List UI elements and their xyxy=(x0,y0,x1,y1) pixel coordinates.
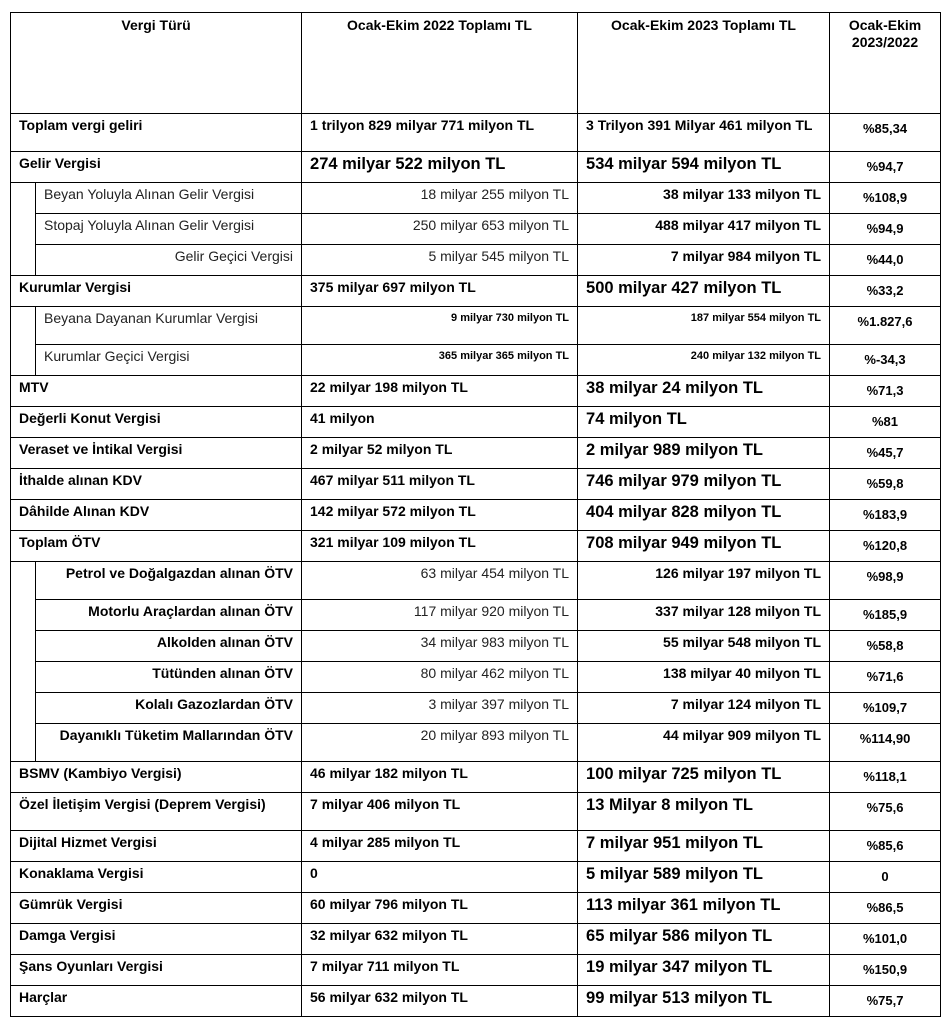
table-row xyxy=(11,693,941,724)
value-2023-cell: 126 milyar 197 milyon TL xyxy=(578,562,830,600)
value-2022-cell: 0 xyxy=(302,862,578,893)
table-row xyxy=(11,562,941,600)
value-2022-cell: 365 milyar 365 milyon TL xyxy=(302,345,578,376)
indent-cell xyxy=(11,307,36,376)
change-percent-cell: %114,90 xyxy=(830,724,941,762)
value-2023-cell: 100 milyar 725 milyon TL xyxy=(578,762,830,793)
value-2023-cell: 187 milyar 554 milyon TL xyxy=(578,307,830,345)
value-2022-cell: 5 milyar 545 milyon TL xyxy=(302,245,578,276)
value-2023-cell: 74 milyon TL xyxy=(578,407,830,438)
table-row xyxy=(11,214,941,245)
tax-type-cell: Özel İletişim Vergisi (Deprem Vergisi) xyxy=(11,793,302,831)
change-percent-cell: %120,8 xyxy=(830,531,941,562)
value-2022-cell: 4 milyar 285 milyon TL xyxy=(302,831,578,862)
table-row xyxy=(11,407,941,438)
table-row xyxy=(11,276,941,307)
value-2023-cell: 488 milyar 417 milyon TL xyxy=(578,214,830,245)
value-2023-cell: 500 milyar 427 milyon TL xyxy=(578,276,830,307)
value-2022-cell: 63 milyar 454 milyon TL xyxy=(302,562,578,600)
tax-revenue-table xyxy=(10,12,941,1017)
value-2023-cell: 113 milyar 361 milyon TL xyxy=(578,893,830,924)
value-2023-cell: 2 milyar 989 milyon TL xyxy=(578,438,830,469)
value-2023-cell: 708 milyar 949 milyon TL xyxy=(578,531,830,562)
tax-type-cell: Kurumlar Geçici Vergisi xyxy=(36,345,302,376)
tax-type-cell: Gelir Geçici Vergisi xyxy=(36,245,302,276)
value-2023-cell: 99 milyar 513 milyon TL xyxy=(578,986,830,1017)
tax-type-cell: Harçlar xyxy=(11,986,302,1017)
tax-type-cell: Motorlu Araçlardan alınan ÖTV xyxy=(36,600,302,631)
change-percent-cell: %44,0 xyxy=(830,245,941,276)
table-row xyxy=(11,345,941,376)
value-2022-cell: 32 milyar 632 milyon TL xyxy=(302,924,578,955)
tax-type-cell: Değerli Konut Vergisi xyxy=(11,407,302,438)
value-2023-cell: 138 milyar 40 milyon TL xyxy=(578,662,830,693)
table-row xyxy=(11,662,941,693)
table-row xyxy=(11,893,941,924)
change-percent-cell: %94,9 xyxy=(830,214,941,245)
table-row xyxy=(11,307,941,345)
value-2023-cell: 38 milyar 133 milyon TL xyxy=(578,183,830,214)
tax-type-cell: Konaklama Vergisi xyxy=(11,862,302,893)
change-percent-cell: %71,6 xyxy=(830,662,941,693)
table-row xyxy=(11,631,941,662)
change-percent-cell: %85,6 xyxy=(830,831,941,862)
change-percent-cell: %98,9 xyxy=(830,562,941,600)
tax-type-cell: MTV xyxy=(11,376,302,407)
change-percent-cell: %58,8 xyxy=(830,631,941,662)
value-2022-cell: 7 milyar 406 milyon TL xyxy=(302,793,578,831)
value-2023-cell: 19 milyar 347 milyon TL xyxy=(578,955,830,986)
change-percent-cell: %86,5 xyxy=(830,893,941,924)
change-percent-cell: %75,7 xyxy=(830,986,941,1017)
value-2022-cell: 1 trilyon 829 milyar 771 milyon TL xyxy=(302,114,578,152)
table-row xyxy=(11,924,941,955)
tax-type-cell: Toplam vergi geliri xyxy=(11,114,302,152)
change-percent-cell: %118,1 xyxy=(830,762,941,793)
value-2023-cell: 44 milyar 909 milyon TL xyxy=(578,724,830,762)
table-row xyxy=(11,376,941,407)
table-row xyxy=(11,600,941,631)
table-row xyxy=(11,183,941,214)
change-percent-cell: %183,9 xyxy=(830,500,941,531)
table-row xyxy=(11,152,941,183)
change-percent-cell: %185,9 xyxy=(830,600,941,631)
table-row xyxy=(11,831,941,862)
change-percent-cell: %150,9 xyxy=(830,955,941,986)
value-2023-cell: 534 milyar 594 milyon TL xyxy=(578,152,830,183)
tax-type-cell: Damga Vergisi xyxy=(11,924,302,955)
tax-type-cell: Tütünden alınan ÖTV xyxy=(36,662,302,693)
table-row xyxy=(11,724,941,762)
value-2023-cell: 337 milyar 128 milyon TL xyxy=(578,600,830,631)
change-percent-cell: %108,9 xyxy=(830,183,941,214)
value-2023-cell: 7 milyar 984 milyon TL xyxy=(578,245,830,276)
change-percent-cell: %59,8 xyxy=(830,469,941,500)
value-2023-cell: 38 milyar 24 milyon TL xyxy=(578,376,830,407)
value-2022-cell: 142 milyar 572 milyon TL xyxy=(302,500,578,531)
value-2022-cell: 34 milyar 983 milyon TL xyxy=(302,631,578,662)
tax-type-cell: Şans Oyunları Vergisi xyxy=(11,955,302,986)
value-2022-cell: 9 milyar 730 milyon TL xyxy=(302,307,578,345)
value-2022-cell: 7 milyar 711 milyon TL xyxy=(302,955,578,986)
tax-type-cell: Alkolden alınan ÖTV xyxy=(36,631,302,662)
value-2022-cell: 2 milyar 52 milyon TL xyxy=(302,438,578,469)
tax-type-cell: Petrol ve Doğalgazdan alınan ÖTV xyxy=(36,562,302,600)
tax-type-cell: Gümrük Vergisi xyxy=(11,893,302,924)
change-percent-cell: %101,0 xyxy=(830,924,941,955)
tax-type-cell: Gelir Vergisi xyxy=(11,152,302,183)
indent-cell xyxy=(11,562,36,762)
table-row xyxy=(11,531,941,562)
table-row xyxy=(11,469,941,500)
change-percent-cell: %109,7 xyxy=(830,693,941,724)
value-2023-cell: 746 milyar 979 milyon TL xyxy=(578,469,830,500)
table-row xyxy=(11,500,941,531)
value-2023-cell: 3 Trilyon 391 Milyar 461 milyon TL xyxy=(578,114,830,152)
table-row xyxy=(11,862,941,893)
value-2022-cell: 46 milyar 182 milyon TL xyxy=(302,762,578,793)
tax-type-cell: Dijital Hizmet Vergisi xyxy=(11,831,302,862)
table-row xyxy=(11,955,941,986)
value-2022-cell: 321 milyar 109 milyon TL xyxy=(302,531,578,562)
value-2022-cell: 117 milyar 920 milyon TL xyxy=(302,600,578,631)
value-2023-cell: 65 milyar 586 milyon TL xyxy=(578,924,830,955)
tax-type-cell: Stopaj Yoluyla Alınan Gelir Vergisi xyxy=(36,214,302,245)
change-percent-cell: 0 xyxy=(830,862,941,893)
value-2022-cell: 80 milyar 462 milyon TL xyxy=(302,662,578,693)
tax-type-cell: BSMV (Kambiyo Vergisi) xyxy=(11,762,302,793)
header-2023-total: Ocak-Ekim 2023 Toplamı TL xyxy=(578,13,830,114)
change-percent-cell: %75,6 xyxy=(830,793,941,831)
change-percent-cell: %-34,3 xyxy=(830,345,941,376)
value-2022-cell: 60 milyar 796 milyon TL xyxy=(302,893,578,924)
table-row xyxy=(11,114,941,152)
value-2022-cell: 56 milyar 632 milyon TL xyxy=(302,986,578,1017)
header-2022-total: Ocak-Ekim 2022 Toplamı TL xyxy=(302,13,578,114)
change-percent-cell: %45,7 xyxy=(830,438,941,469)
tax-type-cell: Dayanıklı Tüketim Mallarından ÖTV xyxy=(36,724,302,762)
change-percent-cell: %81 xyxy=(830,407,941,438)
tax-type-cell: Beyana Dayanan Kurumlar Vergisi xyxy=(36,307,302,345)
value-2022-cell: 375 milyar 697 milyon TL xyxy=(302,276,578,307)
value-2023-cell: 240 milyar 132 milyon TL xyxy=(578,345,830,376)
table-row xyxy=(11,438,941,469)
value-2022-cell: 41 milyon xyxy=(302,407,578,438)
change-percent-cell: %71,3 xyxy=(830,376,941,407)
table-row xyxy=(11,986,941,1017)
header-tax-type: Vergi Türü xyxy=(11,13,302,114)
table-row xyxy=(11,245,941,276)
tax-type-cell: Kurumlar Vergisi xyxy=(11,276,302,307)
header-row xyxy=(11,13,941,114)
header-change: Ocak-Ekim 2023/2022 xyxy=(830,13,941,114)
tax-type-cell: Kolalı Gazozlardan ÖTV xyxy=(36,693,302,724)
value-2022-cell: 250 milyar 653 milyon TL xyxy=(302,214,578,245)
value-2023-cell: 5 milyar 589 milyon TL xyxy=(578,862,830,893)
value-2022-cell: 3 milyar 397 milyon TL xyxy=(302,693,578,724)
value-2022-cell: 22 milyar 198 milyon TL xyxy=(302,376,578,407)
value-2023-cell: 404 milyar 828 milyon TL xyxy=(578,500,830,531)
indent-cell xyxy=(11,183,36,276)
change-percent-cell: %33,2 xyxy=(830,276,941,307)
tax-type-cell: Beyan Yoluyla Alınan Gelir Vergisi xyxy=(36,183,302,214)
value-2023-cell: 7 milyar 951 milyon TL xyxy=(578,831,830,862)
change-percent-cell: %85,34 xyxy=(830,114,941,152)
value-2022-cell: 18 milyar 255 milyon TL xyxy=(302,183,578,214)
tax-type-cell: Toplam ÖTV xyxy=(11,531,302,562)
value-2022-cell: 467 milyar 511 milyon TL xyxy=(302,469,578,500)
value-2022-cell: 274 milyar 522 milyon TL xyxy=(302,152,578,183)
value-2023-cell: 7 milyar 124 milyon TL xyxy=(578,693,830,724)
value-2023-cell: 55 milyar 548 milyon TL xyxy=(578,631,830,662)
value-2022-cell: 20 milyar 893 milyon TL xyxy=(302,724,578,762)
tax-type-cell: Veraset ve İntikal Vergisi xyxy=(11,438,302,469)
table-row xyxy=(11,762,941,793)
change-percent-cell: %1.827,6 xyxy=(830,307,941,345)
tax-type-cell: İthalde alınan KDV xyxy=(11,469,302,500)
table-row xyxy=(11,793,941,831)
tax-type-cell: Dâhilde Alınan KDV xyxy=(11,500,302,531)
value-2023-cell: 13 Milyar 8 milyon TL xyxy=(578,793,830,831)
change-percent-cell: %94,7 xyxy=(830,152,941,183)
